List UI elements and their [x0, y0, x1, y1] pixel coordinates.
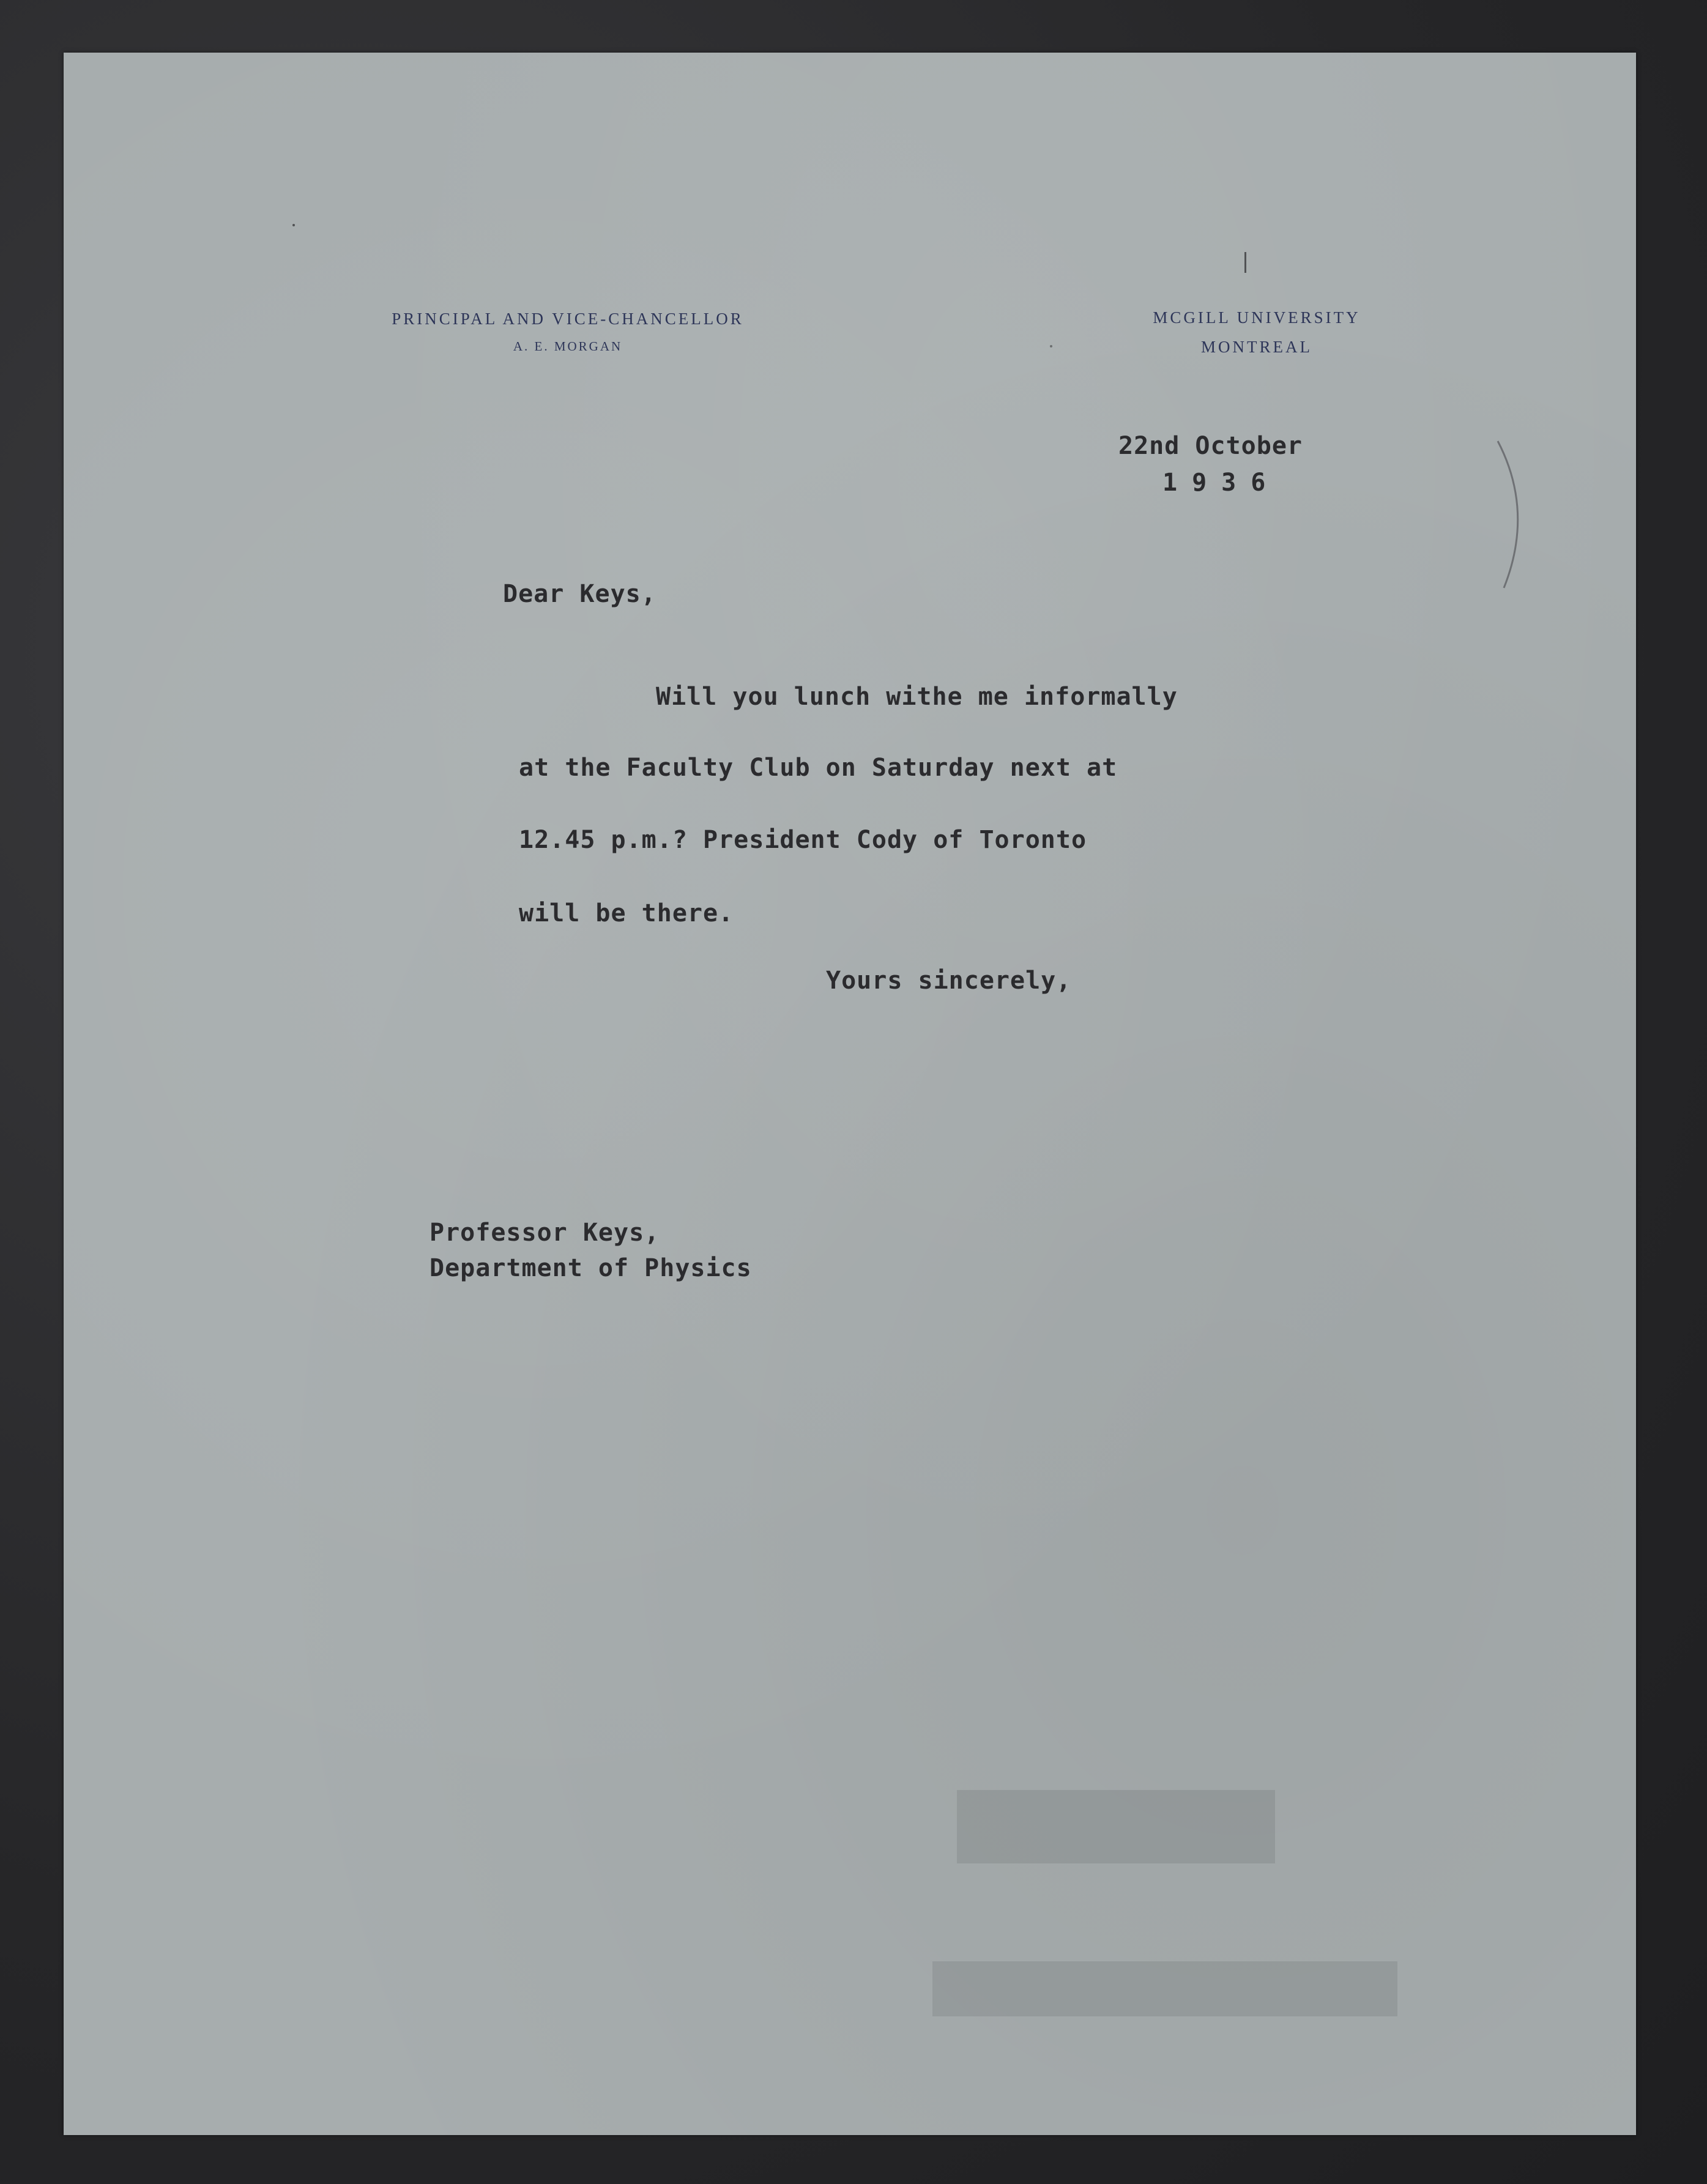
letter-salutation: Dear Keys,	[503, 580, 656, 608]
addressee-department: Department of Physics	[430, 1254, 752, 1282]
letterhead-office-title: PRINCIPAL AND VICE-CHANCELLOR	[392, 310, 744, 328]
letterhead-principal-name: A. E. MORGAN	[513, 339, 623, 354]
letter-closing: Yours sincerely,	[826, 967, 1072, 995]
letter-body-line: will be there.	[519, 899, 734, 927]
letterhead-city: MONTREAL	[1201, 338, 1312, 356]
bleed-through-text	[932, 1766, 1397, 2071]
letter-sheet	[64, 53, 1636, 2135]
letter-body-line: Will you lunch withe me informally	[656, 683, 1178, 711]
letter-date-day-month: 22nd October	[1118, 432, 1303, 460]
pencil-tick-mark	[1244, 252, 1246, 273]
letter-body-line: at the Faculty Club on Saturday next at	[519, 754, 1118, 782]
pencil-arc-mark	[1492, 438, 1541, 591]
letter-body-line: 12.45 p.m.? President Cody of Toronto	[519, 826, 1087, 854]
letter-date-year: 1936	[1162, 469, 1281, 497]
ink-speck	[292, 224, 295, 226]
letterhead-institution: MCGILL UNIVERSITY	[1153, 308, 1361, 327]
addressee-name: Professor Keys,	[430, 1219, 660, 1247]
ink-speck	[1050, 345, 1052, 347]
